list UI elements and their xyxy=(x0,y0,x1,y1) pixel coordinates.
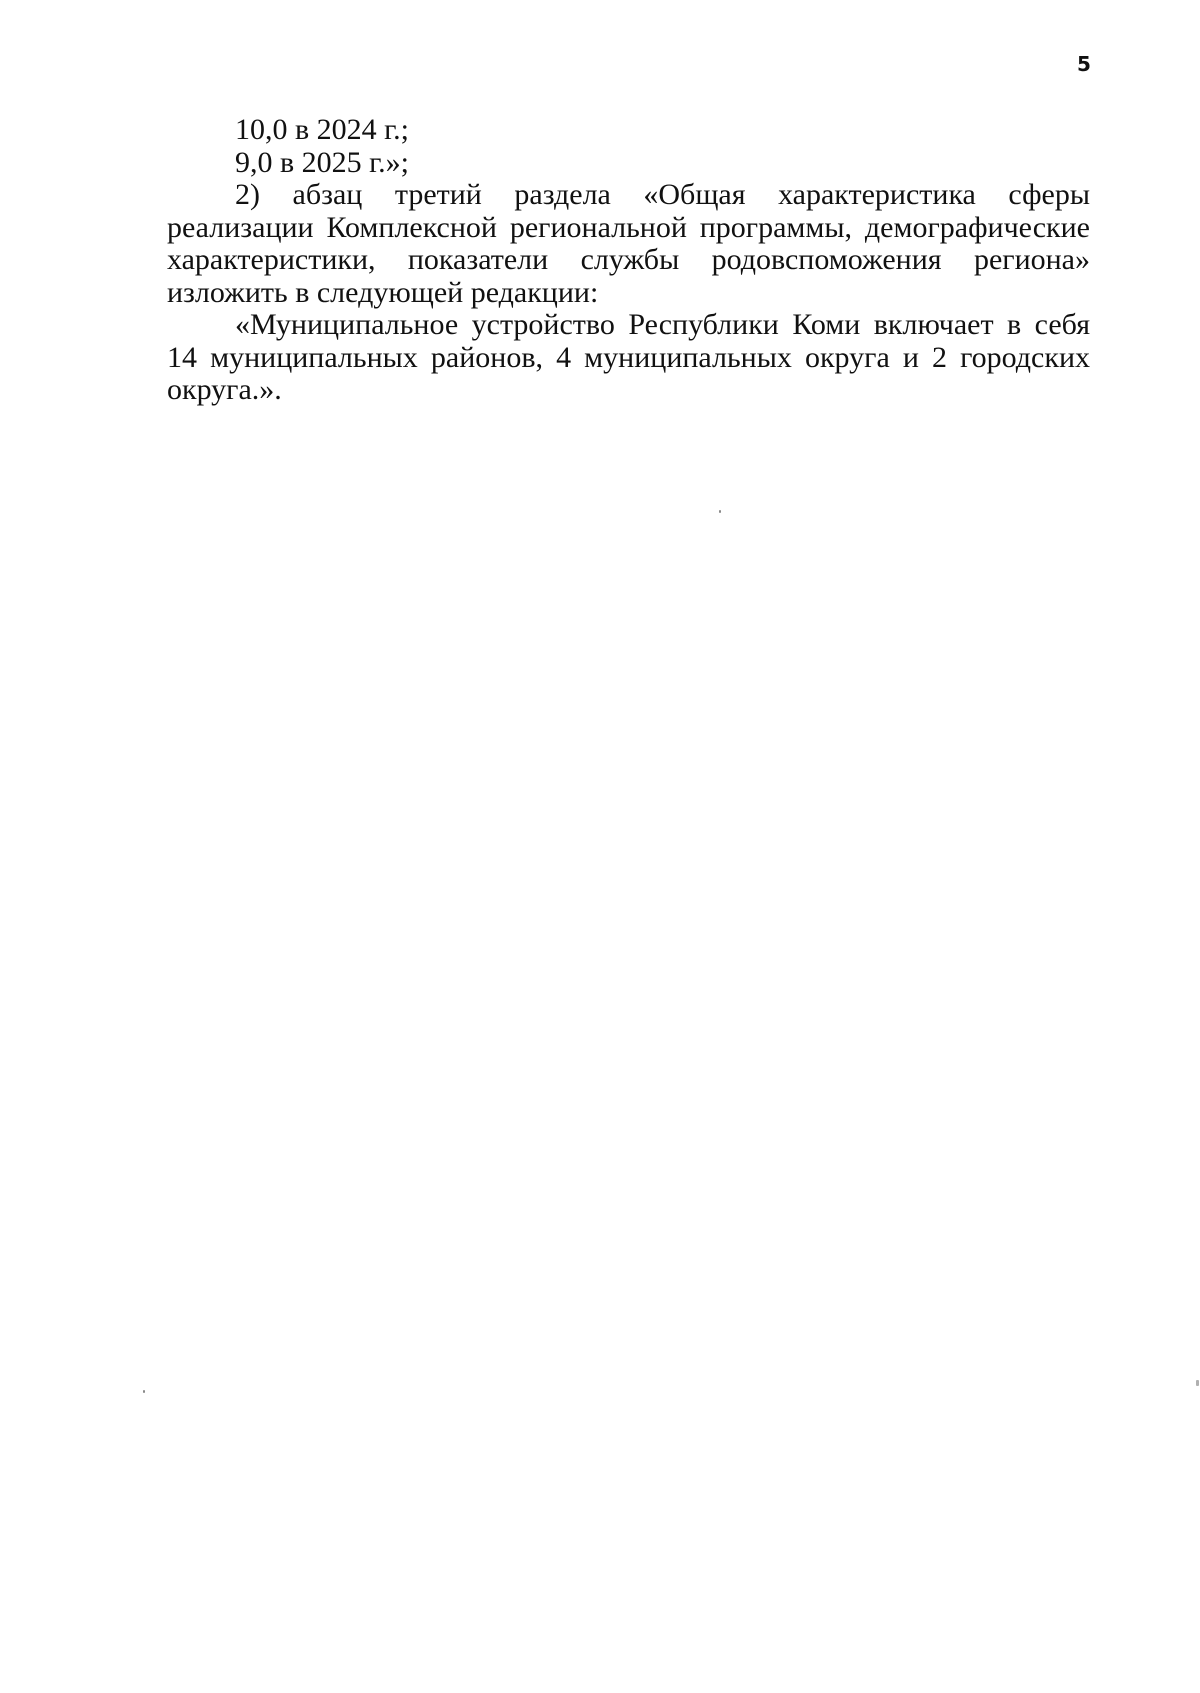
scan-speck xyxy=(1196,1380,1199,1386)
document-body xyxy=(167,114,1090,407)
scan-speck xyxy=(719,510,721,513)
paragraph-amendment-2: 2) абзац третий раздела «Общая характеристика сферы реализации Комплексной региональной программы, демографические характеристики, показатели службы родовспоможения региона» изложить в следующей редакции: xyxy=(167,178,1090,309)
page-number: 5 xyxy=(1077,52,1091,76)
line-value-2024: 10,0 в 2024 г.; xyxy=(235,113,409,146)
scan-speck xyxy=(143,1390,145,1393)
line-value-2025: 9,0 в 2025 г.»; xyxy=(235,145,409,179)
paragraph-quoted-text: «Муниципальное устройство Республики Коми включает в себя 14 муниципальных районов, 4 муниципальных округа и 2 городских округа.». xyxy=(167,308,1090,406)
